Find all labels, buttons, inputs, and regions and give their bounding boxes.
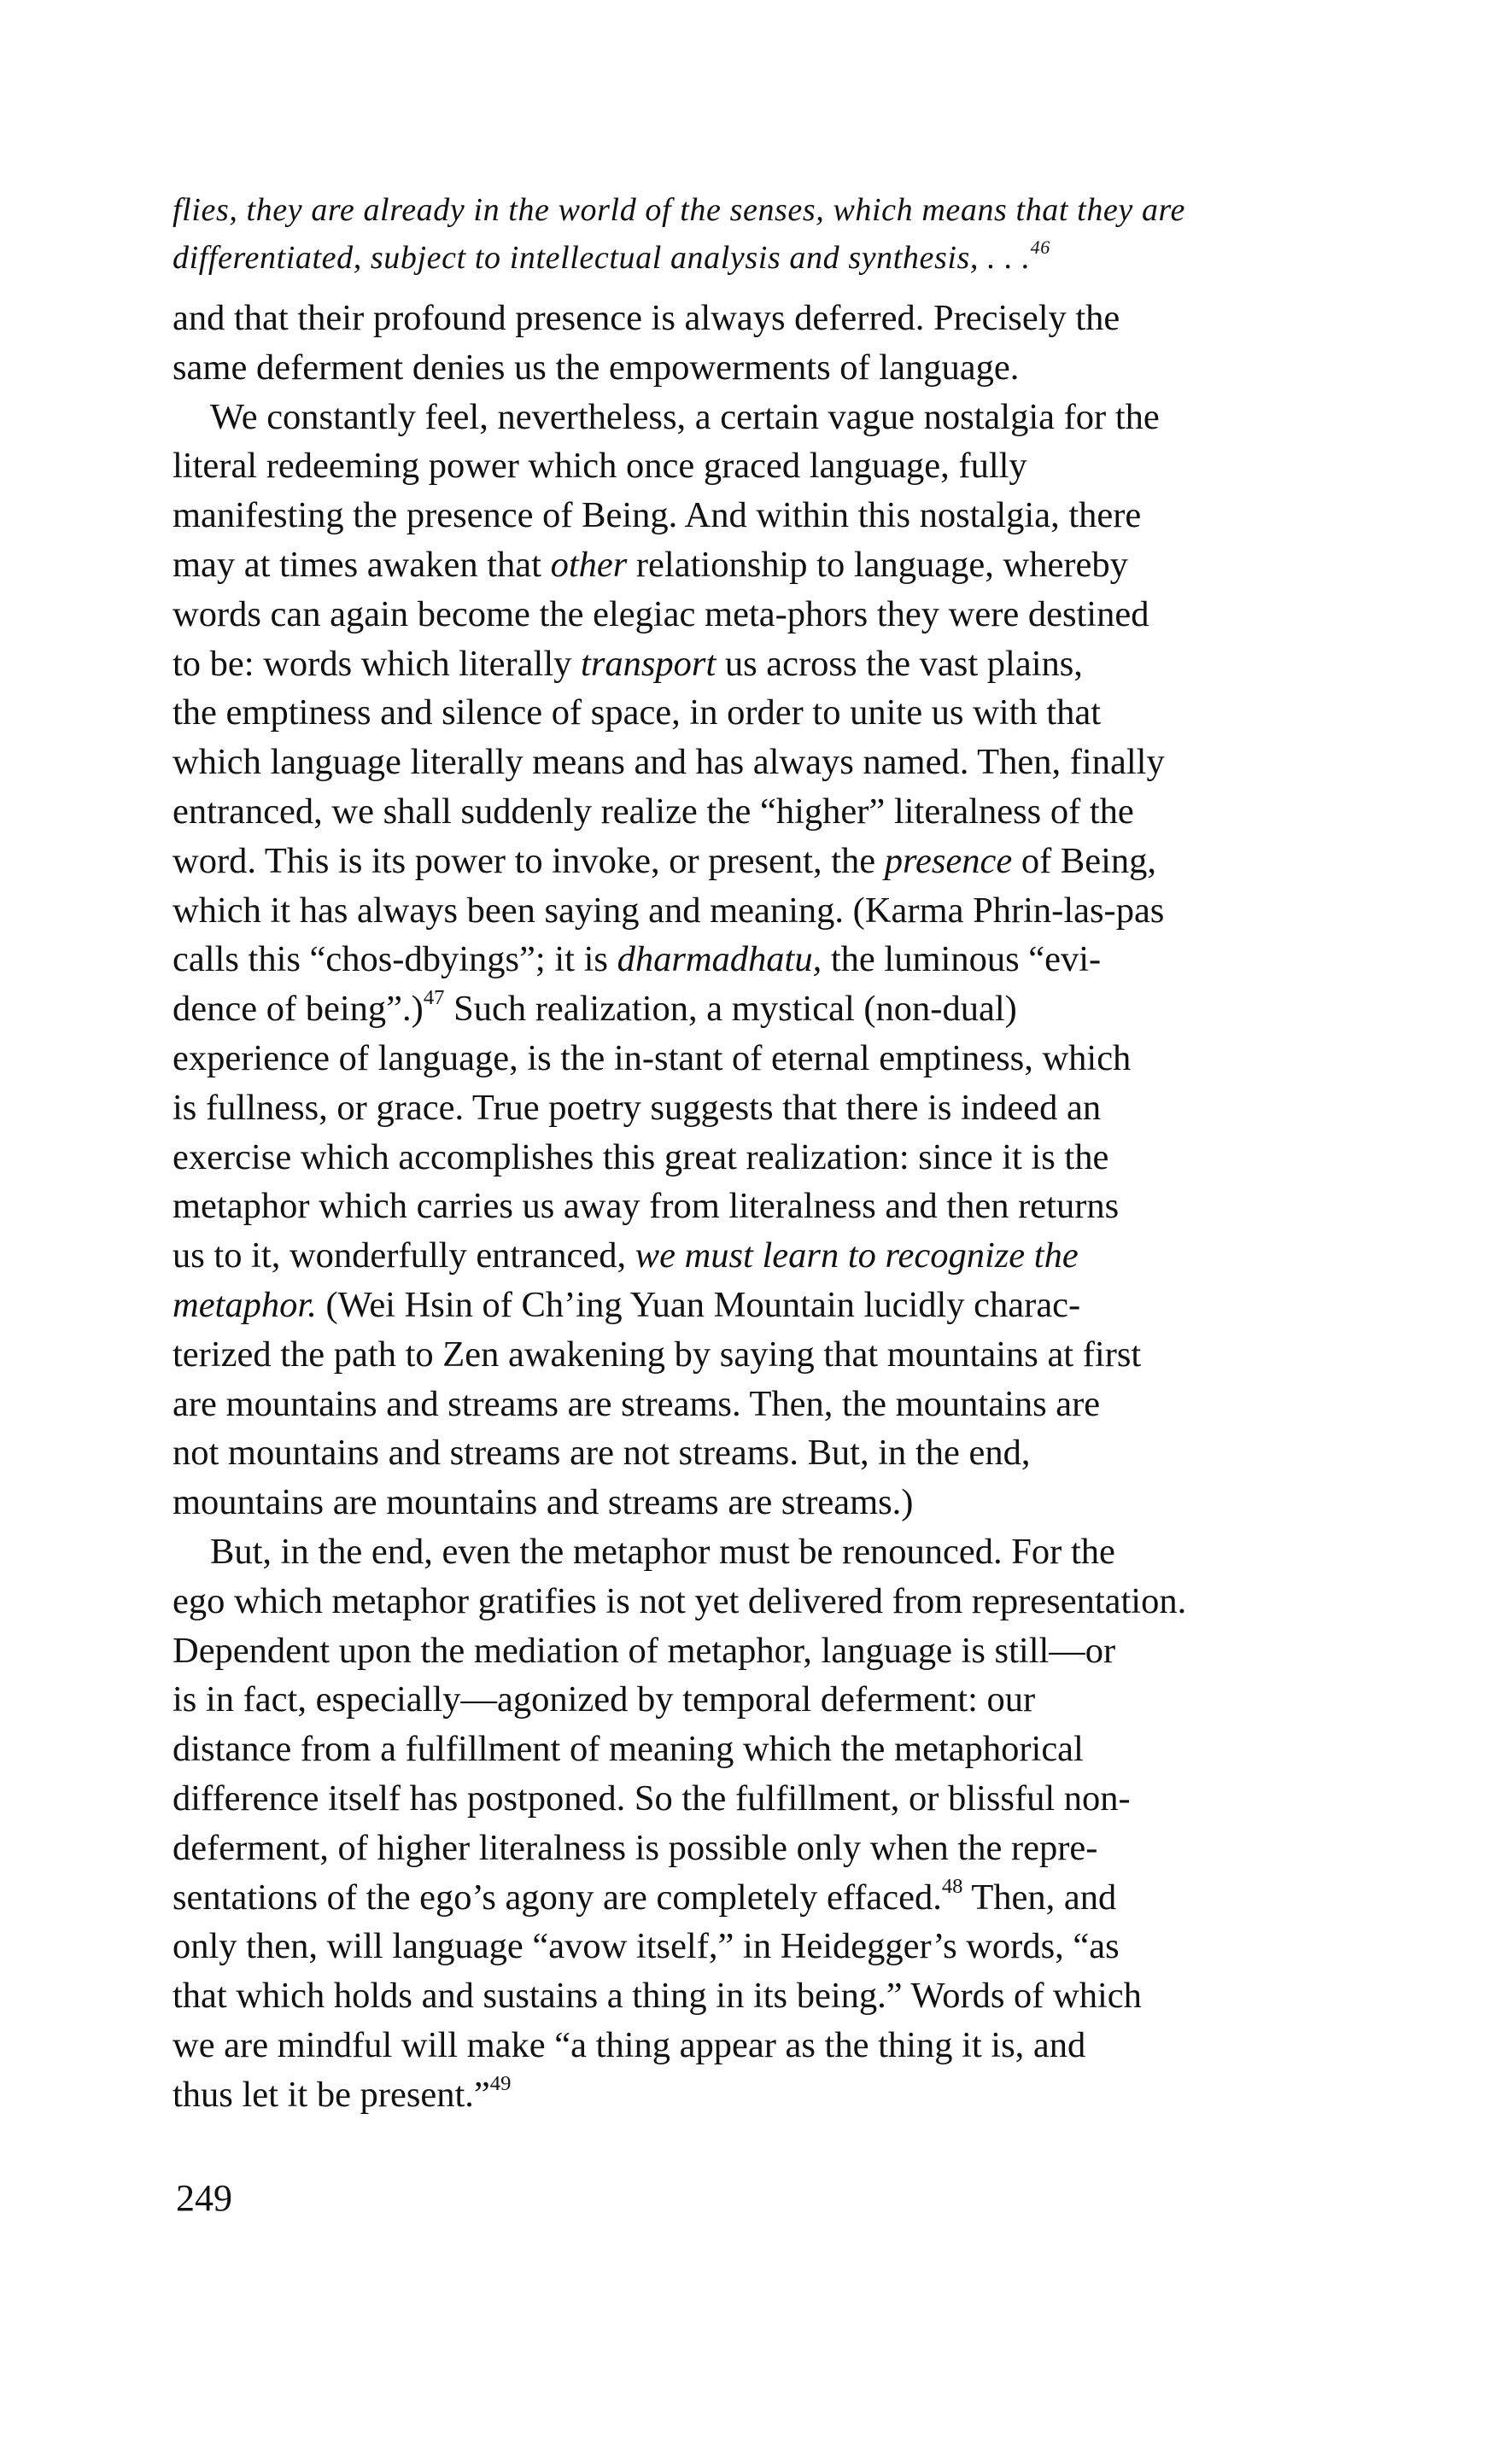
body-text — [173, 186, 1351, 2119]
text-line: same deferment denies us the empowerments of language. — [173, 347, 1020, 388]
text-run: sentations of the ego’s agony are completely effaced. — [173, 1877, 942, 1918]
emphasis: metaphor. — [173, 1284, 317, 1325]
text-line: terized the path to Zen awakening by saying that mountains at first — [173, 1334, 1142, 1375]
footnote-ref: 49 — [489, 2071, 512, 2095]
text-line: experience of language, is the in-stant of eternal emptiness, which — [173, 1037, 1132, 1078]
emphasis: presence — [884, 840, 1013, 881]
text-run: relationship to language, whereby — [627, 544, 1128, 585]
quote-line: flies, they are already in the world of the senses, which means that they are — [173, 192, 1185, 228]
text-run: to be: words which literally — [173, 643, 582, 684]
text-line: But, in the end, even the metaphor must be renounced. For the — [210, 1531, 1115, 1572]
text-line — [173, 1873, 1351, 1923]
text-line — [173, 1281, 1351, 1330]
text-line — [173, 540, 1351, 590]
text-line: only then, will language “avow itself,” in Heidegger’s words, “as — [173, 1926, 1120, 1967]
text-line: difference itself has postponed. So the fulfillment, or blissful non- — [173, 1778, 1131, 1819]
text-line: is in fact, especially—agonized by temporal deferment: our — [173, 1679, 1036, 1720]
text-line: not mountains and streams are not streams. But, in the end, — [173, 1433, 1031, 1474]
text-line: are mountains and streams are streams. Then, the mountains are — [173, 1383, 1101, 1424]
paragraph — [173, 294, 1351, 393]
text-run: dence of being”.) — [173, 989, 424, 1030]
text-run: the luminous “evi- — [822, 939, 1102, 980]
text-run: word. This is its power to invoke, or present, the — [173, 840, 885, 881]
paragraph — [173, 393, 1351, 1527]
text-run: (Wei Hsin of Ch’ing Yuan Mountain lucidly charac- — [316, 1284, 1081, 1325]
text-line — [173, 984, 1351, 1034]
text-line — [173, 1231, 1351, 1281]
text-line: exercise which accomplishes this great realization: since it is the — [173, 1136, 1109, 1177]
text-line: we are mindful will make “a thing appear as the thing it is, and — [173, 2024, 1086, 2065]
emphasis: we must learn to recognize the — [635, 1235, 1079, 1276]
emphasis: other — [550, 544, 628, 585]
text-line: manifesting the presence of Being. And within this nostalgia, there — [173, 495, 1142, 536]
text-line: which it has always been saying and meaning. (Karma Phrin-las-pas — [173, 890, 1165, 931]
text-line: the emptiness and silence of space, in order to unite us with that — [173, 692, 1102, 733]
quote-text: differentiated, subject to intellectual analysis and synthesis, . . . — [173, 240, 1031, 276]
text-run: thus let it be present.” — [173, 2074, 490, 2115]
text-line — [173, 639, 1351, 689]
quote-line — [173, 234, 1351, 282]
text-line: deferment, of higher literalness is possible only when the repre- — [173, 1827, 1098, 1868]
text-line: distance from a fulfillment of meaning which the metaphorical — [173, 1729, 1084, 1770]
paragraph — [173, 1527, 1351, 2120]
text-line: entranced, we shall suddenly realize the “higher” literalness of the — [173, 791, 1134, 832]
footnote-ref: 48 — [941, 1874, 963, 1898]
text-line: We constantly feel, nevertheless, a certain vague nostalgia for the — [210, 396, 1160, 437]
spacer — [173, 282, 1351, 294]
text-line: mountains are mountains and streams are streams.) — [173, 1482, 914, 1523]
emphasis: dharmadhatu, — [617, 939, 822, 980]
text-run: calls this “chos-dbyings”; it is — [173, 939, 617, 980]
text-line: that which holds and sustains a thing in its being.” Words of which — [173, 1976, 1142, 2017]
text-line — [173, 2070, 1351, 2120]
text-run: us to it, wonderfully entranced, — [173, 1235, 635, 1276]
text-line: metaphor which carries us away from literalness and then returns — [173, 1186, 1120, 1227]
text-line — [173, 837, 1351, 886]
footnote-ref: 46 — [1030, 236, 1050, 259]
text-line: which language literally means and has always named. Then, finally — [173, 742, 1165, 783]
text-run: of Being, — [1012, 840, 1157, 881]
text-line: is fullness, or grace. True poetry suggests that there is indeed an — [173, 1087, 1102, 1128]
text-run: may at times awaken that — [173, 544, 551, 585]
text-line: and that their profound presence is always deferred. Precisely the — [173, 298, 1120, 338]
text-run: Such realization, a mystical (non-dual) — [444, 989, 1017, 1030]
text-line: literal redeeming power which once graced language, fully — [173, 446, 1027, 487]
text-line: Dependent upon the mediation of metaphor, language is still—or — [173, 1630, 1116, 1671]
text-line — [173, 935, 1351, 984]
emphasis: transport — [581, 643, 716, 684]
page-number: 249 — [176, 2177, 232, 2219]
text-line: ego which metaphor gratifies is not yet delivered from representation. — [173, 1580, 1187, 1621]
footnote-ref: 47 — [423, 986, 445, 1010]
text-run: Then, and — [962, 1877, 1117, 1918]
text-run: us across the vast plains, — [716, 643, 1083, 684]
text-line: words can again become the elegiac meta-phors they were destined — [173, 593, 1149, 634]
